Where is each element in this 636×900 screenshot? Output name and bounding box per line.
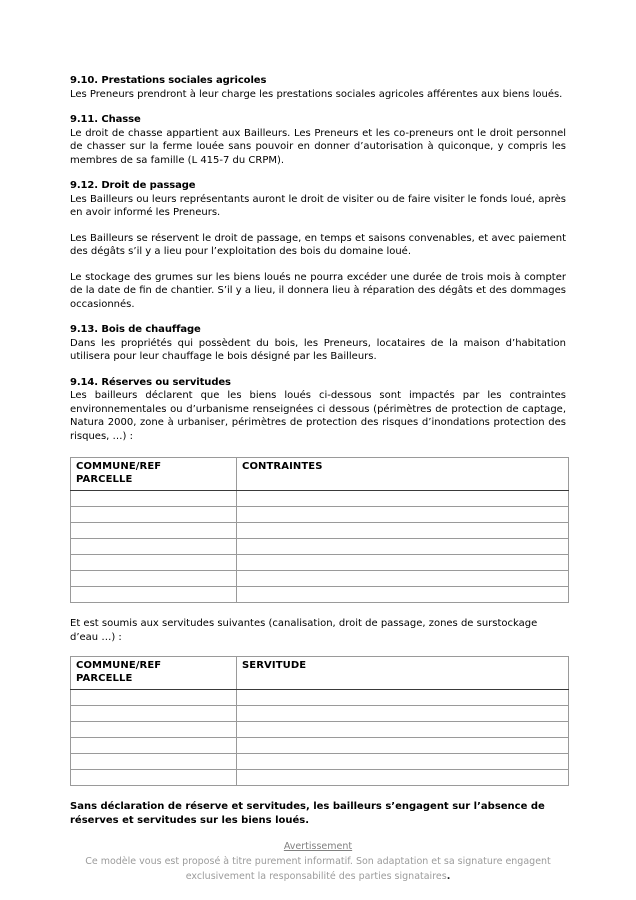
section-paragraph-9-14-1: Les bailleurs déclarent que les biens loués ci-dessous sont impactés par les contraintes environnementales ou d’urbanisme renseignées ci dessous (périmètres de protection de captage, Natura 2000, zone à urbaniser, périmètres de protection des risques d’inondations protection des risques, …) : <box>70 390 566 442</box>
table-header-row <box>71 458 569 491</box>
section-paragraph-9-12-1: Les Bailleurs ou leurs représentants auront le droit de visiter ou de faire visiter le fonds loué, après en avoir informé les Preneurs. <box>70 193 566 218</box>
spacer <box>70 644 566 656</box>
table-row[interactable] <box>71 754 569 770</box>
section-paragraph-9-11-1: Le droit de chasse appartient aux Bailleurs. Les Preneurs et les co-preneurs ont le droit personnel de chasser sur la ferme louée sans pouvoir en donner d’autorisation à quiconque, y compris les membres de sa famille (L 415-7 du CRPM). <box>70 127 566 166</box>
section-heading-9-12: 9.12. Droit de passage <box>70 180 196 191</box>
document-page <box>70 74 566 884</box>
table-row[interactable] <box>71 706 569 722</box>
section-9-11 <box>70 113 566 167</box>
table-row[interactable] <box>71 722 569 738</box>
spacer <box>70 786 566 800</box>
table-contraintes <box>70 457 569 603</box>
cell-servitude[interactable] <box>237 722 569 738</box>
footer-disclaimer-line-2 <box>70 869 566 884</box>
spacer <box>70 167 566 179</box>
table-row[interactable] <box>71 690 569 706</box>
column-header-commune-ref-parcelle <box>71 458 237 491</box>
cell-servitude[interactable] <box>237 690 569 706</box>
table-contraintes-body <box>71 491 569 603</box>
footer-disclaimer-period: . <box>446 871 451 882</box>
spacer <box>70 443 566 457</box>
spacer <box>70 364 566 376</box>
section-9-12 <box>70 179 566 311</box>
table-servitude <box>70 656 569 786</box>
table-header-row <box>71 657 569 690</box>
cell-commune-ref-parcelle[interactable] <box>71 754 237 770</box>
header-line-1: COMMUNE/REF <box>76 461 162 472</box>
cell-commune-ref-parcelle[interactable] <box>71 690 237 706</box>
cell-commune-ref-parcelle[interactable] <box>71 706 237 722</box>
header-line-2: PARCELLE <box>76 673 133 684</box>
spacer <box>70 259 566 271</box>
cell-contrainte[interactable] <box>237 523 569 539</box>
section-heading-9-10: 9.10. Prestations sociales agricoles <box>70 75 267 86</box>
section-paragraph-9-12-2: Les Bailleurs se réservent le droit de passage, en temps et saisons convenables, et avec paiement des dégâts s’il y a lieu pour l’exploitation des bois du domaine loué. <box>70 232 566 257</box>
table-row[interactable] <box>71 491 569 507</box>
cell-servitude[interactable] <box>237 738 569 754</box>
cell-commune-ref-parcelle[interactable] <box>71 571 237 587</box>
section-paragraph-9-12-3: Le stockage des grumes sur les biens loués ne pourra excéder une durée de trois mois à compter de la date de fin de chantier. S’il y a lieu, il donnera lieu à réparation des dégâts et des dommages occasionnés. <box>70 271 566 310</box>
cell-contrainte[interactable] <box>237 571 569 587</box>
cell-commune-ref-parcelle[interactable] <box>71 738 237 754</box>
table-row[interactable] <box>71 539 569 555</box>
section-9-14 <box>70 376 566 444</box>
closing-statement: Sans déclaration de réserve et servitudes, les bailleurs s’engagent sur l’absence de réserves et servitudes sur les biens loués. <box>70 801 545 826</box>
cell-servitude[interactable] <box>237 770 569 786</box>
table-row[interactable] <box>71 770 569 786</box>
column-header-commune-ref-parcelle <box>71 657 237 690</box>
cell-servitude[interactable] <box>237 754 569 770</box>
table-row[interactable] <box>71 523 569 539</box>
cell-contrainte[interactable] <box>237 555 569 571</box>
section-paragraph-9-10-1: Les Preneurs prendront à leur charge les prestations sociales agricoles afférentes aux biens loués. <box>70 88 563 100</box>
cell-commune-ref-parcelle[interactable] <box>71 770 237 786</box>
cell-commune-ref-parcelle[interactable] <box>71 722 237 738</box>
cell-contrainte[interactable] <box>237 507 569 523</box>
header-line-1: COMMUNE/REF <box>76 660 162 671</box>
section-paragraph-9-13-1: Dans les propriétés qui possèdent du bois, les Preneurs, locataires de la maison d’habitation utilisera pour leur chauffage le bois désigné par les Bailleurs. <box>70 337 566 362</box>
spacer <box>70 603 566 617</box>
section-heading-9-13: 9.13. Bois de chauffage <box>70 324 201 335</box>
cell-contrainte[interactable] <box>237 587 569 603</box>
spacer <box>70 220 566 232</box>
cell-commune-ref-parcelle[interactable] <box>71 507 237 523</box>
spacer <box>70 101 566 113</box>
column-header-contraintes: CONTRAINTES <box>237 458 569 491</box>
table-row[interactable] <box>71 738 569 754</box>
cell-contrainte[interactable] <box>237 491 569 507</box>
intertable-paragraph: Et est soumis aux servitudes suivantes (canalisation, droit de passage, zones de surstockage d’eau …) : <box>70 618 538 643</box>
spacer <box>70 311 566 323</box>
cell-commune-ref-parcelle[interactable] <box>71 491 237 507</box>
table-row[interactable] <box>71 587 569 603</box>
column-header-servitude: SERVITUDE <box>237 657 569 690</box>
cell-commune-ref-parcelle[interactable] <box>71 587 237 603</box>
header-line-2: PARCELLE <box>76 474 133 485</box>
cell-commune-ref-parcelle[interactable] <box>71 523 237 539</box>
footer-disclaimer-line-1: Ce modèle vous est proposé à titre purement informatif. Son adaptation et sa signature engagent <box>85 856 551 867</box>
table-row[interactable] <box>71 555 569 571</box>
cell-commune-ref-parcelle[interactable] <box>71 539 237 555</box>
cell-commune-ref-parcelle[interactable] <box>71 555 237 571</box>
section-9-13 <box>70 323 566 364</box>
table-row[interactable] <box>71 571 569 587</box>
section-heading-9-14: 9.14. Réserves ou servitudes <box>70 376 231 388</box>
cell-servitude[interactable] <box>237 706 569 722</box>
footer-avertissement <box>70 840 566 884</box>
table-row[interactable] <box>71 507 569 523</box>
table-servitude-body <box>71 690 569 786</box>
cell-contrainte[interactable] <box>237 539 569 555</box>
footer-title: Avertissement <box>283 841 353 852</box>
footer-disclaimer-line-2-text: exclusivement la responsabilité des parties signataires <box>185 871 447 882</box>
section-9-10 <box>70 74 566 101</box>
section-heading-9-11: 9.11. Chasse <box>70 114 141 125</box>
